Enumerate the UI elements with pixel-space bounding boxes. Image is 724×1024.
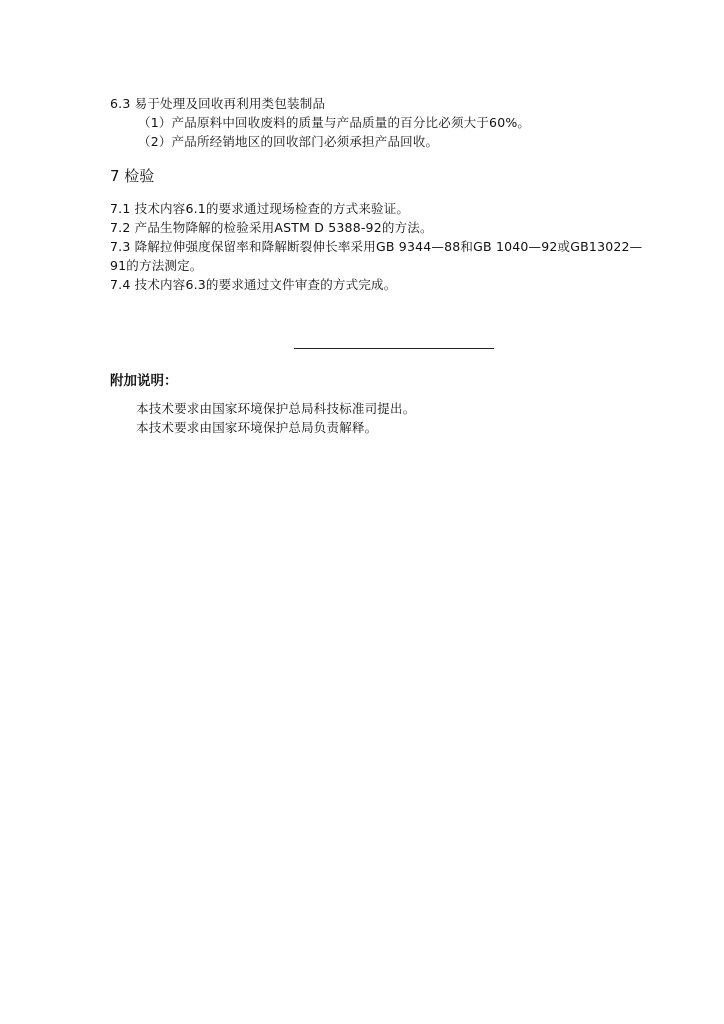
section-6-3-heading: 6.3 易于处理及回收再利用类包装制品 xyxy=(110,96,326,111)
divider-rule xyxy=(294,348,494,349)
section-6-3-item-1: （1）产品原料中回收废料的质量与产品质量的百分比必须大于60%。 xyxy=(138,115,531,130)
section-7-2-paragraph: 7.2 产品生物降解的检验采用ASTM D 5388-92的方法。 xyxy=(110,220,433,235)
appendix-heading: 附加说明： xyxy=(110,373,178,389)
section-7-3-paragraph-continued: 91的方法测定。 xyxy=(110,258,203,273)
appendix-line-2: 本技术要求由国家环境保护总局负责解释。 xyxy=(136,420,378,435)
section-6-3-item-2: （2）产品所经销地区的回收部门必须承担产品回收。 xyxy=(138,134,439,149)
section-7-3-paragraph: 7.3 降解拉伸强度保留率和降解断裂伸长率采用GB 9344—88和GB 1040—92或GB13022— xyxy=(110,239,643,254)
appendix-line-1: 本技术要求由国家环境保护总局科技标准司提出。 xyxy=(136,401,416,416)
section-7-heading: 7 检验 xyxy=(110,167,155,185)
section-7-4-paragraph: 7.4 技术内容6.3的要求通过文件审查的方式完成。 xyxy=(110,277,397,292)
section-7-1-paragraph: 7.1 技术内容6.1的要求通过现场检查的方式来验证。 xyxy=(110,201,410,216)
